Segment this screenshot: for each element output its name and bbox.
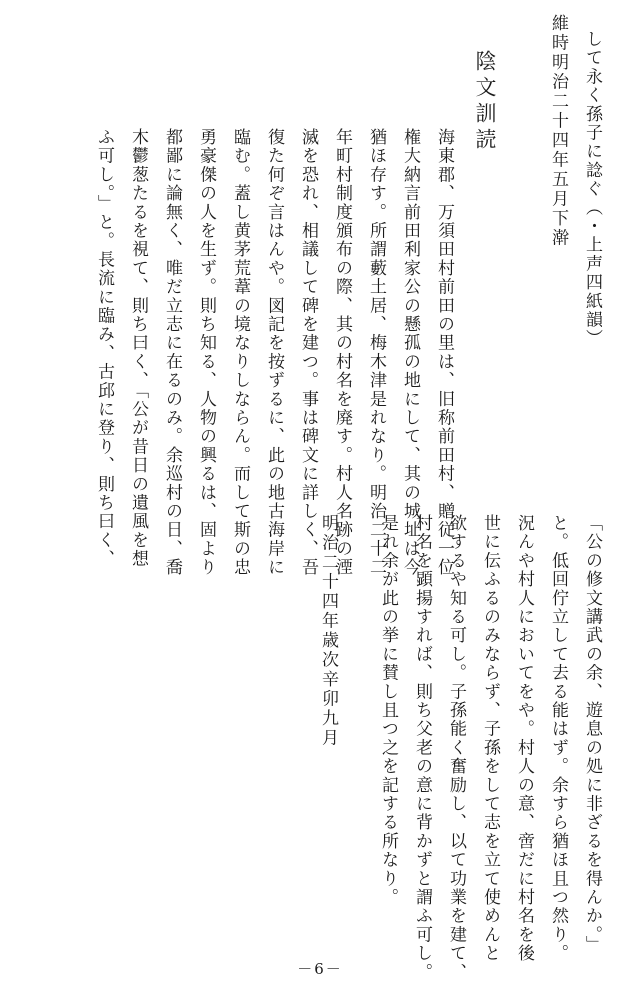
- date-line: 明治二十四年歳次辛卯九月: [318, 514, 338, 748]
- text-column: 況んや村人においてをや。村人の意、啻だに村名を後: [514, 514, 534, 963]
- text-column: 勇豪傑の人を生ず。則ち知る、人物の興るは、固より: [196, 128, 216, 577]
- text-column: 「公の修文講武の余、遊息の処に非ざるを得んか。」: [582, 514, 602, 955]
- text-column: 世に伝ふるのみならず、子孫をして志を立て使めんと: [480, 514, 500, 963]
- text-column: 村名を顕揚すれば、則ち父老の意に背かずと謂ふ可し。: [412, 514, 432, 982]
- text-column: して永く孫子に諗ぐ（・上声四紙韻）: [582, 30, 602, 348]
- text-column: 権大納言前田利家公の懸孤の地にして、其の城址は今: [400, 128, 420, 577]
- text-column: と。低回佇立して去る能はず。余すら猶ほ且つ然り。: [548, 514, 568, 963]
- text-column: 是れ余が此の挙に賛し且つ之を記する所なり。: [378, 514, 398, 907]
- text-column: 都鄙に論無く、唯だ立志に在るのみ。余巡村の日、喬: [162, 128, 182, 577]
- text-column: ふ可し。」と。長流に臨み、古邱に登り、則ち曰く、: [94, 128, 114, 569]
- text-column: 臨む。蓋し黄茅荒葦の境なりしならん。而して斯の忠: [230, 128, 250, 577]
- date-line: 維時明治二十四年五月下澣: [548, 14, 568, 248]
- text-column: 海東郡、万須田村前田の里は、旧称前田村、贈従一位: [434, 128, 454, 577]
- text-column: 滅を恐れ、相議して碑を建つ。事は碑文に詳しく、吾: [298, 128, 318, 577]
- text-column: 木鬱葱たるを視て、則ち曰く、「公が昔日の遺風を想: [128, 128, 148, 569]
- page-number: －6－: [297, 960, 343, 978]
- text-column: 復た何ぞ言はんや。図記を按ずるに、此の地古海岸に: [264, 128, 284, 577]
- text-column: 年町村制度頒布の際、其の村名を廃す。村人名跡の湮: [332, 128, 352, 577]
- text-column: 欲するや知る可し。子孫能く奮励し、以て功業を建て、: [446, 514, 466, 982]
- text-column: 猶ほ存す。所謂藪土居、梅木津是れなり。明治二十二: [366, 128, 386, 577]
- section-heading: 陰文訓読: [473, 50, 497, 154]
